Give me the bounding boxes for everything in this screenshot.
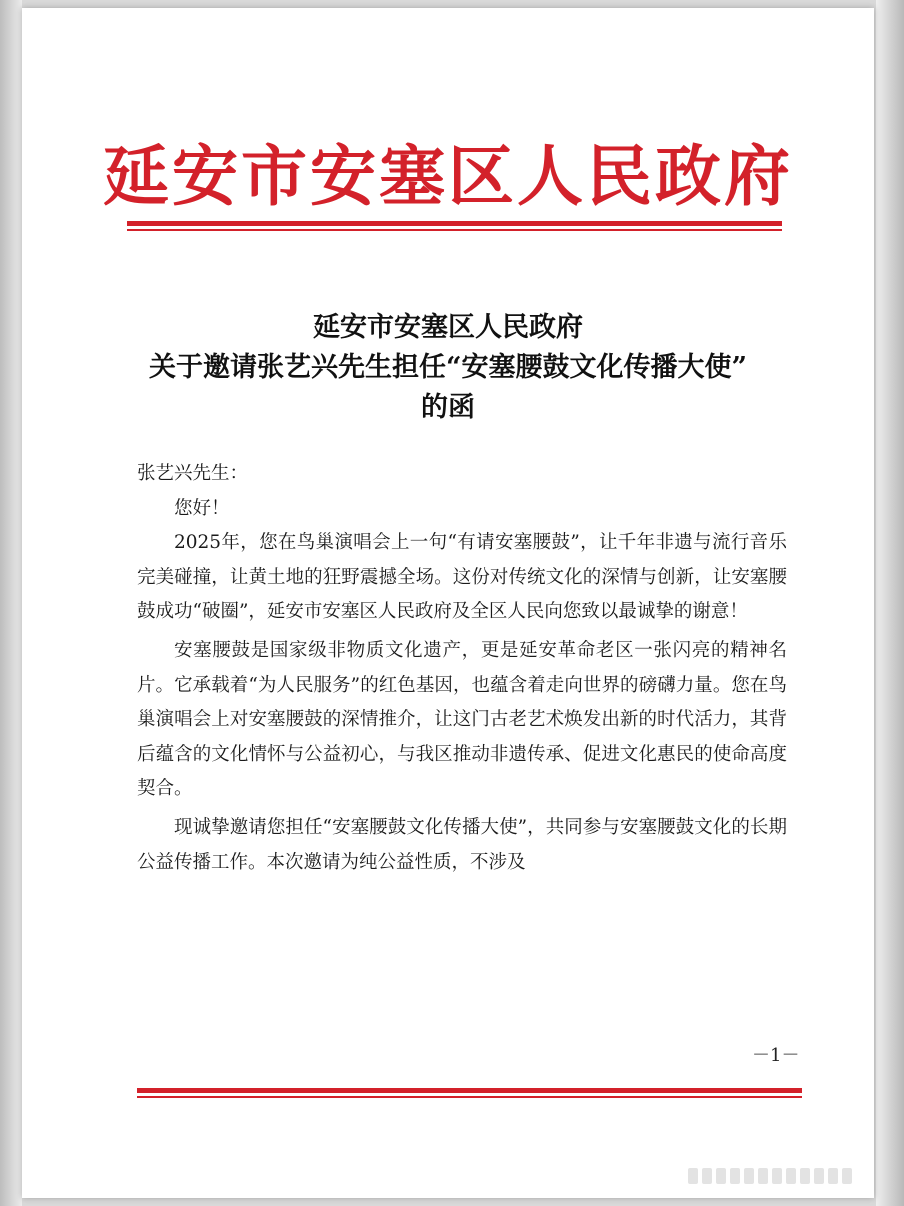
salutation: 张艺兴先生： xyxy=(137,463,249,484)
letter-body xyxy=(137,457,787,880)
body-paragraph-1: 2025年，您在鸟巢演唱会上一句“有请安塞腰鼓”，让千年非遗与流行音乐完美碰撞，让黄土地的狂野震撼全场。这份对传统文化的深情与创新，让安塞腰鼓成功“破圈”，延安市安塞区人民政府及全区人民向您致以最诚挚的谢意！ xyxy=(137,532,787,623)
page-number: －1－ xyxy=(752,1045,800,1066)
watermark-graphic xyxy=(688,1168,868,1186)
title-line-1: 延安市安塞区人民政府 xyxy=(313,312,583,343)
footer-rule-thick xyxy=(137,1088,802,1093)
letterhead-title: 延安市安塞区人民政府 xyxy=(103,137,793,215)
footer-rule-thin xyxy=(137,1096,802,1098)
red-rule-thick xyxy=(127,221,782,226)
document-title xyxy=(22,308,874,428)
title-line-2: 关于邀请张艺兴先生担任“安塞腰鼓文化传播大使” xyxy=(148,352,748,383)
body-paragraph-3: 现诚挚邀请您担任“安塞腰鼓文化传播大使”，共同参与安塞腰鼓文化的长期公益传播工作。本次邀请为纯公益性质，不涉及 xyxy=(137,816,787,873)
greeting: 您好！ xyxy=(174,497,230,519)
body-paragraph-2: 安塞腰鼓是国家级非物质文化遗产，更是延安革命老区一张闪亮的精神名片。它承载着“为人民服务”的红色基因，也蕴含着走向世界的磅礴力量。您在鸟巢演唱会上对安塞腰鼓的深情推介，让这门古老艺术焕发出新的时代活力，其背后蕴含的文化情怀与公益初心，与我区推动非遗传承、促进文化惠民的使命高度契合。 xyxy=(137,639,787,800)
document-page xyxy=(22,8,874,1198)
page-edge-left xyxy=(0,0,22,1206)
red-rule-thin xyxy=(127,229,782,231)
title-line-3: 的函 xyxy=(421,392,475,423)
page-edge-right xyxy=(876,0,904,1206)
